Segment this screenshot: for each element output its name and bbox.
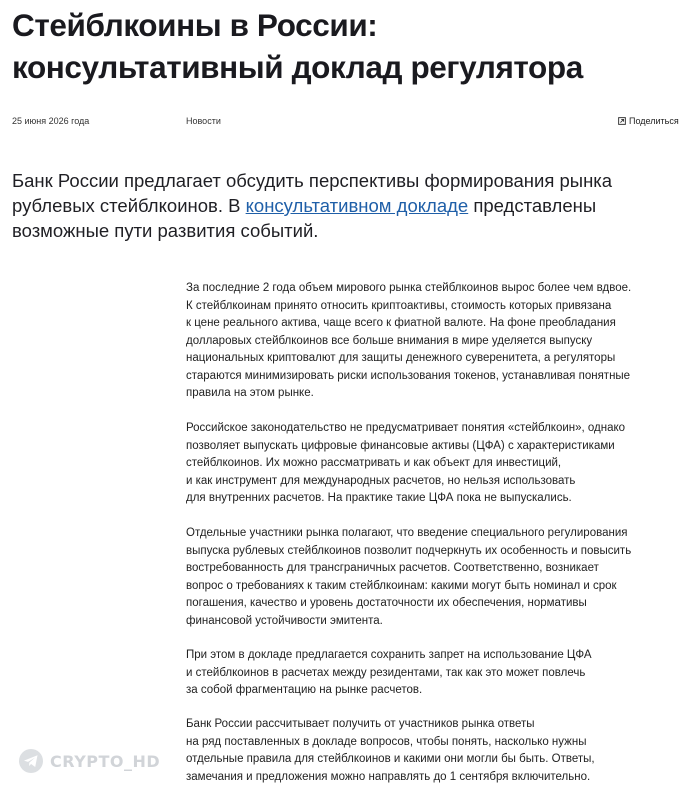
article-meta: [0, 116, 691, 130]
lead-text-start: Банк России предлагает обсудить перспективы формирования рынка рублевых стейблкоинов. В: [12, 170, 613, 216]
body-paragraph-1: [186, 280, 636, 403]
body-paragraph-3: [186, 525, 636, 630]
page-title-line-2: консультативный доклад регулятора: [12, 49, 583, 85]
telegram-icon: [18, 748, 44, 774]
body-paragraph-5: [186, 716, 636, 786]
paragraph-text: Российское законодательство не предусматривает понятия «стейблкоин», однако позволяет выпускать цифровые финансовые активы (ЦФА) с характеристиками стейблкоинов. Их можно рассматривать и как объект для инвестиций, и как инструмент для международных расчетов, но нельзя использовать для внутренних расчетов. На практике такие ЦФА пока не выпускались.: [186, 422, 626, 504]
lead-paragraph: [12, 168, 682, 243]
watermark-text: CRYPTO_HD: [50, 751, 161, 771]
share-button[interactable]: [618, 116, 679, 126]
page-title: [12, 4, 682, 88]
share-label: Поделиться: [629, 116, 679, 126]
publication-date: 25 июня 2026 года: [12, 116, 90, 126]
page-title-line-1: Стейблкоины в России:: [12, 7, 378, 43]
body-paragraph-2: [186, 420, 636, 508]
paragraph-text: За последние 2 года объем мирового рынка стейблкоинов вырос более чем вдвое. К стейблкоинам принято относить криптоактивы, стоимость которых привязана к цене реального актива, чаще всего к фиатной валюте. На фоне преобладания долларовых стейблкоинов все больше внимания в мире уделяется выпуску национальных криптовалют для защиты денежного суверенитета, а регуляторы стараются минимизировать риски использования токенов, устанавливая понятные правила на этом рынке.: [186, 282, 632, 399]
watermark: [18, 748, 160, 774]
paragraph-text: Отдельные участники рынка полагают, что введение специального регулирования выпуска рублевых стейблкоинов позволит подчеркнуть их особенность и повысить востребованность для трансграничных расчетов. Соответственно, возникает вопрос о требованиях к таким стейблкоинам: какими могут быть номинал и срок погашения, качество и уровень достаточности их обеспечения, нормативы финансовой устойчивости эмитента.: [186, 527, 632, 627]
category-link[interactable]: Новости: [186, 116, 221, 126]
consultative-report-link[interactable]: консультативном докладе: [245, 195, 469, 216]
paragraph-text: Банк России рассчитывает получить от участников рынка ответы на ряд поставленных в докладе вопросов, чтобы понять, насколько нужны отдельные правила для стейблкоинов и какими они могли бы быть. Ответы, замечания и предложения можно направлять до 1 сентября включительно.: [186, 718, 595, 783]
paragraph-text: При этом в докладе предлагается сохранить запрет на использование ЦФА и стейблкоинов в расчетах между резидентами, так как это может повлечь за собой фрагментацию на рынке расчетов.: [186, 649, 592, 696]
lead-text-end: представлены возможные пути развития событий.: [12, 195, 597, 241]
share-icon: [618, 117, 626, 125]
body-paragraph-4: [186, 647, 636, 700]
